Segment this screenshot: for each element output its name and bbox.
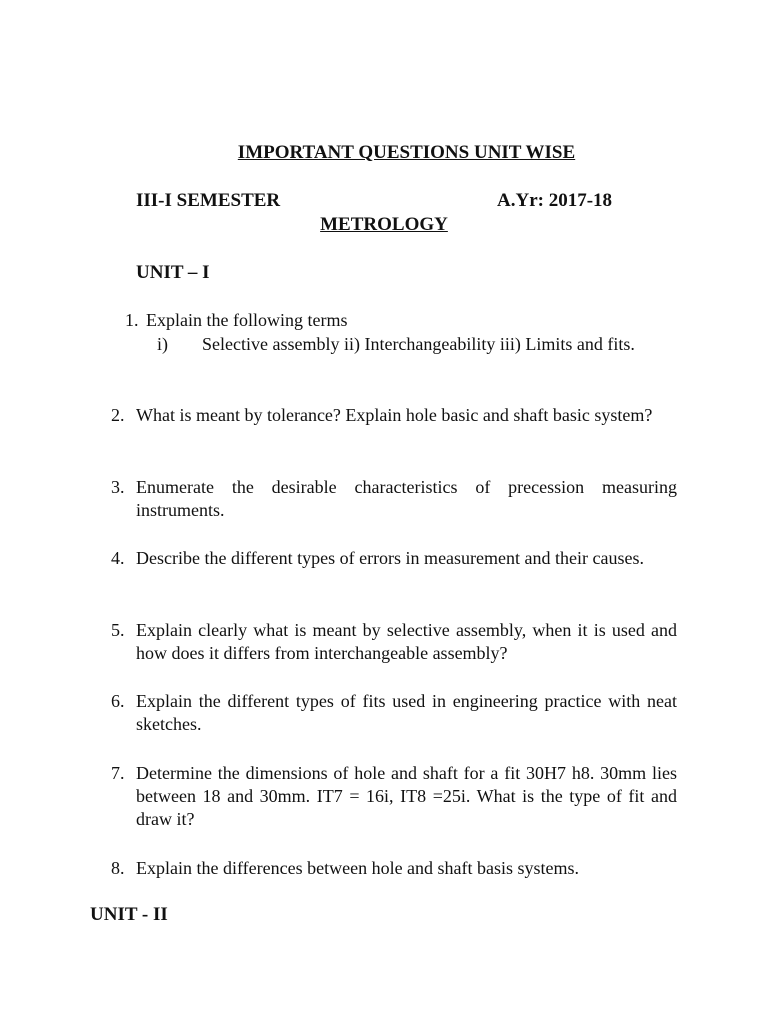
question-text: Enumerate the desirable characteristics of precession measuring instruments. <box>136 477 677 520</box>
unit-2-heading: UNIT - II <box>90 904 168 925</box>
question-number: 6. <box>111 691 125 711</box>
unit-1-heading: UNIT – I <box>136 262 210 283</box>
document-title: IMPORTANT QUESTIONS UNIT WISE <box>237 142 576 163</box>
question-number: 2. <box>111 405 125 425</box>
question-number: 8. <box>111 858 125 878</box>
question-1-sub-marker: i) <box>157 334 168 354</box>
question-1-number: 1. <box>125 310 139 330</box>
question-number: 7. <box>111 763 125 783</box>
question-number: 4. <box>111 548 125 568</box>
question-number: 5. <box>111 620 125 640</box>
question-1-text: Explain the following terms <box>146 310 348 330</box>
question-text: Explain the differences between hole and shaft basis systems. <box>136 858 580 878</box>
question-text: Explain clearly what is meant by selective assembly, when it is used and how does it differs from interchangeable assembly? <box>136 620 677 663</box>
question-text: Explain the different types of fits used in engineering practice with neat sketches. <box>136 691 677 734</box>
question-text: What is meant by tolerance? Explain hole basic and shaft basic system? <box>136 405 653 425</box>
question-text: Describe the different types of errors in measurement and their causes. <box>136 548 644 568</box>
question-1-sub-text: Selective assembly ii) Interchangeability iii) Limits and fits. <box>202 334 635 354</box>
question-number: 3. <box>111 477 125 497</box>
academic-year-label: A.Yr: 2017-18 <box>497 190 613 211</box>
subject-title: METROLOGY <box>320 214 448 235</box>
semester-label: III-I SEMESTER <box>136 190 281 211</box>
question-text: Determine the dimensions of hole and shaft for a fit 30H7 h8. 30mm lies between 18 and 30mm. IT7 = 16i, IT8 =25i. What is the type of fit and draw it? <box>136 763 677 829</box>
